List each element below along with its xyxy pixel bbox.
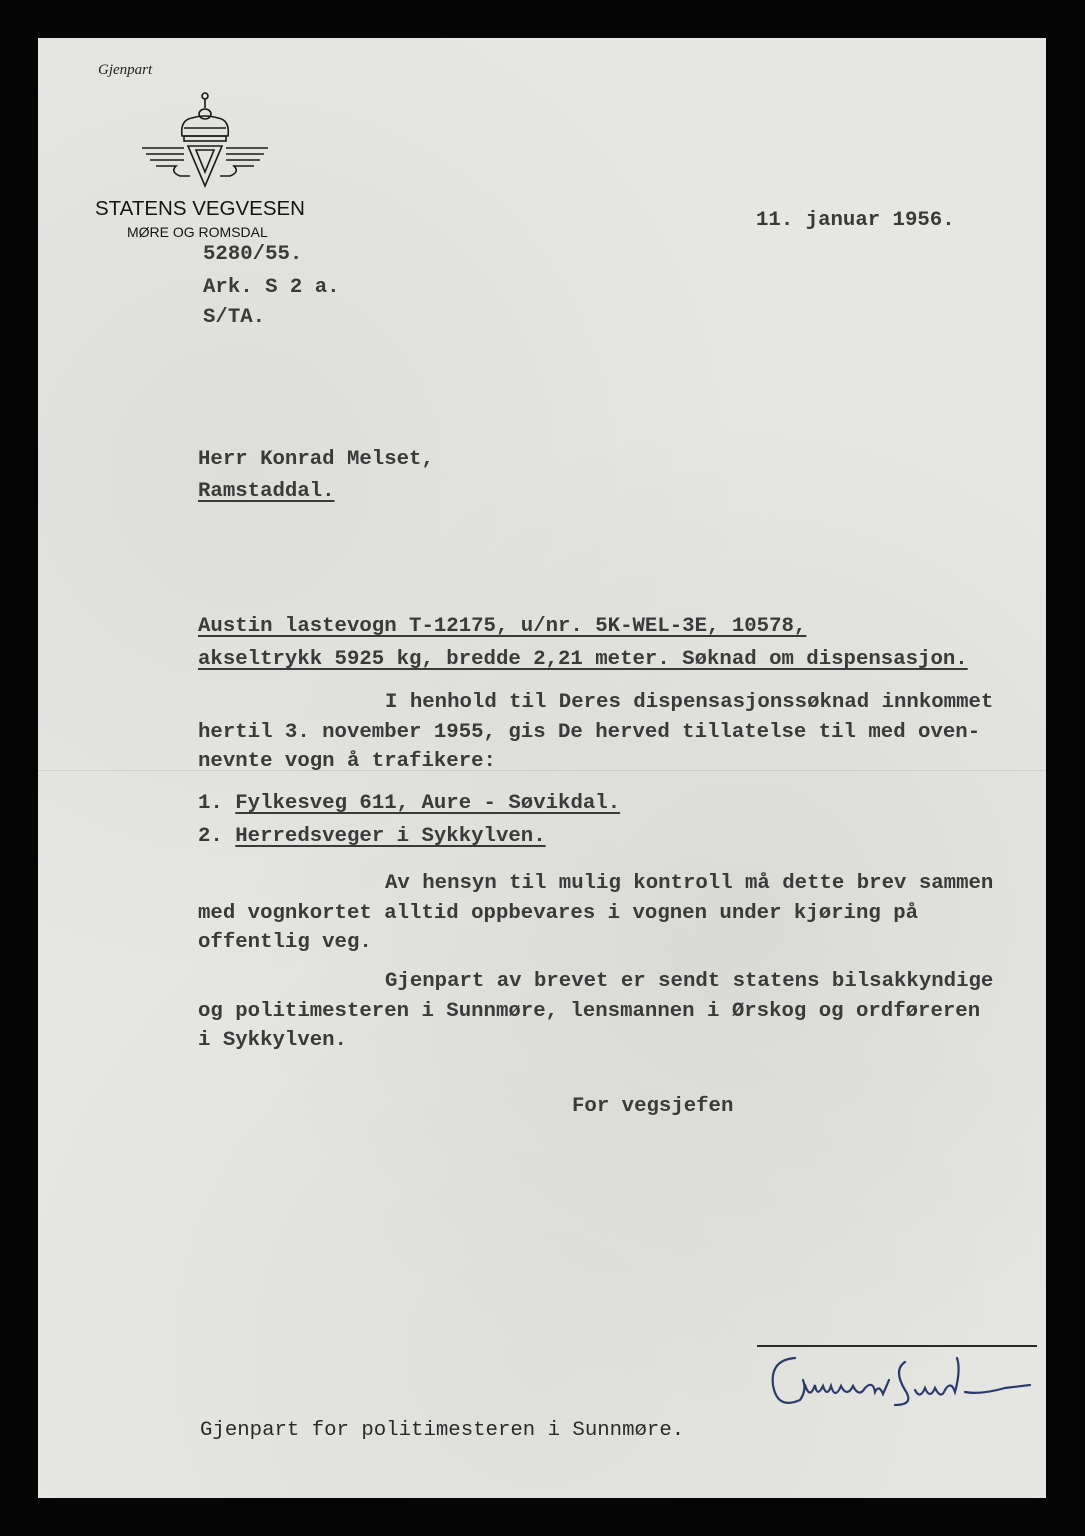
list-number: 2.	[198, 825, 223, 848]
initials: S/TA.	[203, 306, 266, 329]
paragraph-1-line-3: nevnte vogn å trafikere:	[198, 750, 496, 773]
paragraph-2-line-2: med vognkortet alltid oppbevares i vognen under kjøring på	[198, 902, 919, 925]
handwritten-signature	[765, 1350, 1035, 1420]
district-name: MØRE OG ROMSDAL	[127, 224, 268, 240]
crown-winged-v-emblem-icon	[140, 88, 270, 188]
closing: For vegsjefen	[572, 1095, 734, 1118]
archive-code: Ark. S 2 a.	[203, 276, 340, 299]
paragraph-3-line-3: i Sykkylven.	[198, 1029, 347, 1052]
paragraph-2-line-3: offentlig veg.	[198, 931, 372, 954]
recipient-place: Ramstaddal.	[198, 480, 335, 503]
paragraph-1-line-2: hertil 3. november 1955, gis De herved tillatelse til med oven-	[198, 721, 981, 744]
footer-copy-note: Gjenpart for politimesteren i Sunnmøre.	[200, 1419, 685, 1442]
paragraph-3-line-2: og politimesteren i Sunnmøre, lensmannen i Ørskog og ordføreren	[198, 1000, 981, 1023]
list-number: 1.	[198, 792, 223, 815]
list-item-1	[198, 794, 620, 815]
subject-line-2: akseltrykk 5925 kg, bredde 2,21 meter. Søknad om dispensasjon.	[198, 648, 968, 671]
subject-line-1: Austin lastevogn T-12175, u/nr. 5K-WEL-3E, 10578,	[198, 615, 807, 638]
list-text: Herredsveger i Sykkylven.	[235, 825, 546, 848]
paragraph-3-line-1: Gjenpart av brevet er sendt statens bilsakkyndige	[385, 970, 994, 993]
list-text: Fylkesveg 611, Aure - Søvikdal.	[235, 792, 621, 815]
letter-paper	[38, 38, 1046, 1498]
letter-date: 11. januar 1956.	[756, 209, 955, 232]
recipient-name: Herr Konrad Melset,	[198, 448, 434, 471]
paragraph-1-line-1: I henhold til Deres dispensasjonssøknad innkommet	[385, 691, 994, 714]
fold-line	[38, 770, 1046, 771]
list-item-2	[198, 827, 546, 848]
paragraph-2-line-1: Av hensyn til mulig kontroll må dette brev sammen	[385, 872, 994, 895]
copy-label: Gjenpart	[98, 62, 153, 78]
org-name: STATENS VEGVESEN	[95, 197, 305, 220]
signature-line	[757, 1345, 1037, 1347]
reference-number: 5280/55.	[203, 243, 303, 266]
